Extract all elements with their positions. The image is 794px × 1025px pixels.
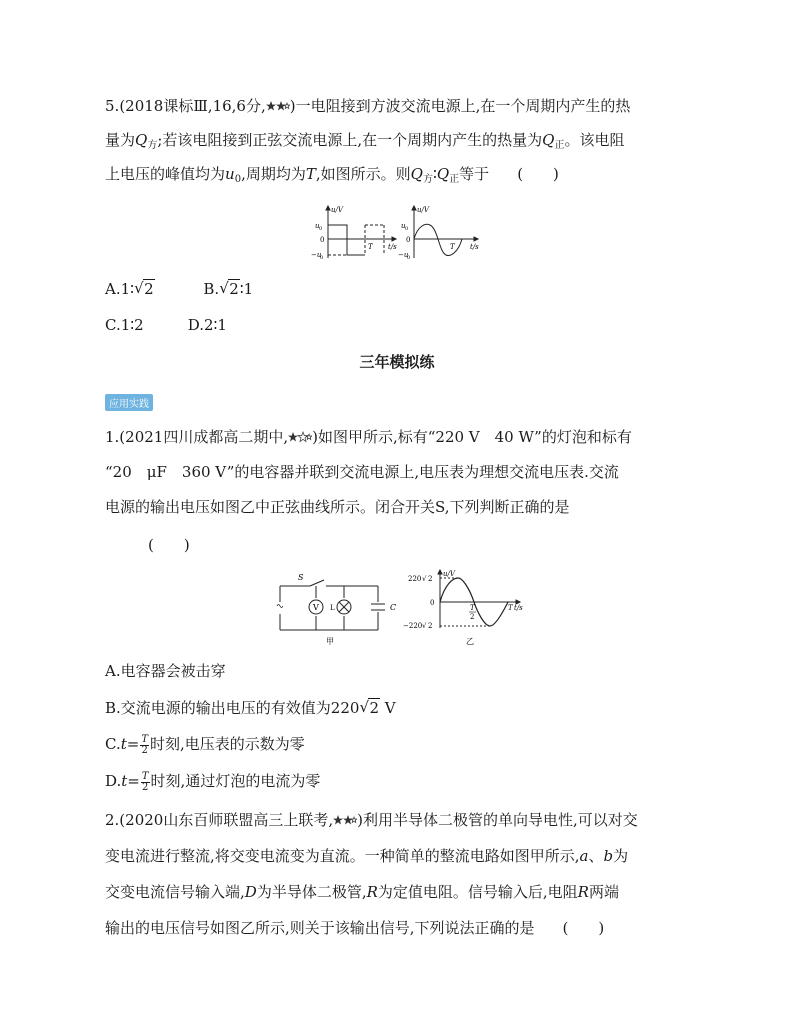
question-text: ;若该电阻接到正弦交流电源上,在一个周期内产生的热量为 xyxy=(157,131,543,149)
option-d: D.2∶1 xyxy=(187,316,227,334)
q5-zero-2: 0 xyxy=(406,236,411,244)
question-text: 为 xyxy=(613,847,629,865)
separator: 、 xyxy=(588,847,604,865)
difficulty-stars-icon xyxy=(288,431,312,443)
q1-line-3 xyxy=(105,496,570,518)
option-c: C.1∶2 xyxy=(105,316,144,334)
fraction-numerator: T xyxy=(141,733,148,745)
question-text: 电源的输出电压如图乙中正弦曲线所示。闭合开关S,下列判断正确的是 xyxy=(105,498,570,516)
q5-u0-label: u xyxy=(315,222,320,230)
radicand: 2 xyxy=(229,280,239,298)
symbol-q: Q xyxy=(135,131,148,149)
q1-line-2 xyxy=(105,461,619,483)
voltage-graph xyxy=(438,570,520,628)
q5-axis-t-2: t/s xyxy=(470,243,479,251)
q1-half-t-num: T xyxy=(470,604,475,612)
q5-zero: 0 xyxy=(320,236,325,244)
option-b: B. xyxy=(203,280,220,298)
symbol-q: Q xyxy=(436,165,450,183)
symbol-t: t xyxy=(121,772,128,790)
fraction-denominator: 2 xyxy=(142,781,149,793)
source-text: (2018课标Ⅲ,16,6分, xyxy=(119,97,266,115)
q5-neg-u0-sub-2: 0 xyxy=(407,255,411,261)
caption-jia: 甲 xyxy=(326,637,334,646)
q5-axis-u-2: u/V xyxy=(417,206,429,214)
q1-option-d xyxy=(105,770,320,793)
q5-u0-sub: 0 xyxy=(319,226,323,232)
subscript: 正 xyxy=(449,174,460,185)
fraction-t-over-2 xyxy=(141,772,150,793)
sqrt-symbol xyxy=(359,697,380,719)
question-text: 输出的电压信号如图乙所示,则关于该输出信号,下列说法正确的是 xyxy=(105,919,535,937)
question-text: 为半导体二极管, xyxy=(256,883,367,901)
fraction-denominator: 2 xyxy=(141,744,148,756)
q5-t-label: T xyxy=(368,243,373,251)
symbol-q: Q xyxy=(410,165,423,183)
q1-t-label: T xyxy=(508,604,513,612)
option-b-tail: ∶1 xyxy=(239,280,254,298)
subscript: 方 xyxy=(422,174,433,185)
q5-u0-sub-2: 0 xyxy=(405,226,409,232)
q2-line-4 xyxy=(105,917,604,939)
q5-line-1 xyxy=(105,95,630,117)
question-number: 5. xyxy=(105,97,120,115)
answer-blank: ( ) xyxy=(148,536,190,554)
radicand: 2 xyxy=(369,699,379,717)
switch-label: S xyxy=(298,573,304,582)
difficulty-stars-icon xyxy=(333,814,357,826)
caption-yi: 乙 xyxy=(466,637,474,646)
q1-peak-root-sign: √ xyxy=(422,575,427,583)
option-d-text: 时刻,通过灯泡的电流为零 xyxy=(150,772,321,790)
equals-sign: = xyxy=(126,735,140,753)
q5-neg-u0-label: −u xyxy=(311,251,322,259)
q2-line-2 xyxy=(105,845,628,867)
question-text: 变电流进行整流,将交变电流变为直流。一种简单的整流电路如图甲所示, xyxy=(105,847,580,865)
q1-option-b xyxy=(105,697,396,719)
symbol-b: b xyxy=(603,847,614,865)
q1-paren xyxy=(148,534,190,556)
question-text: ,如图所示。则 xyxy=(315,165,411,183)
q5-line-2 xyxy=(105,129,624,157)
q1-peak-root: 2 xyxy=(428,575,433,583)
q5-figure xyxy=(310,203,490,263)
subscript: 0 xyxy=(234,174,242,185)
question-text: 等于 xyxy=(459,165,490,183)
option-d-label: D. xyxy=(105,772,122,790)
unit: V xyxy=(379,699,396,717)
option-a: A.电容器会被击穿 xyxy=(105,662,226,680)
symbol-r: R xyxy=(366,883,378,901)
option-c-label: C. xyxy=(105,735,121,753)
question-text: 量为 xyxy=(105,131,136,149)
question-text: 2.(2020山东百师联盟高三上联考, xyxy=(105,811,334,829)
q5-options-cd xyxy=(105,314,227,336)
symbol-d: D xyxy=(244,883,257,901)
capacitor-label: C xyxy=(390,603,397,612)
lamp-label: L xyxy=(330,604,335,612)
sqrt-symbol xyxy=(219,278,240,300)
question-text: 为定值电阻。信号输入后,电阻 xyxy=(377,883,578,901)
q5-t-label-2: T xyxy=(450,243,455,251)
fraction-t-over-2 xyxy=(140,735,149,756)
q5-axis-t: t/s xyxy=(388,243,397,251)
question-text: 上电压的峰值均为 xyxy=(105,165,226,183)
q5-options-ab xyxy=(105,278,253,300)
answer-blank: ( ) xyxy=(562,919,605,937)
subscript: 正 xyxy=(554,140,565,151)
ratio-sign: ∶ xyxy=(432,165,437,183)
q1-option-a xyxy=(105,660,226,682)
difficulty-stars-icon xyxy=(266,100,290,112)
category-tag: 应用实践 xyxy=(105,394,153,411)
equals-sign: = xyxy=(127,772,140,790)
question-text: 。该电阻 xyxy=(564,131,625,149)
question-text: 交变电流信号输入端, xyxy=(105,883,245,901)
question-text: 两端 xyxy=(588,883,619,901)
symbol-u: u xyxy=(225,165,235,183)
q1-neg-root-sign: √ xyxy=(422,622,427,630)
question-text: ,周期均为 xyxy=(241,165,306,183)
q2-line-1 xyxy=(105,809,638,831)
option-b: B.交流电源的输出电压的有效值为220 xyxy=(105,699,360,717)
answer-blank: ( ) xyxy=(517,165,559,183)
question-text: 1.(2021四川成都高二期中, xyxy=(105,428,289,446)
q2-line-3 xyxy=(105,881,619,903)
q1-zero: 0 xyxy=(430,599,435,607)
q5-neg-u0-label-2: −u xyxy=(398,251,409,259)
symbol-a: a xyxy=(579,847,589,865)
question-text: )如图甲所示,标有“220 V 40 W”的灯泡和标有 xyxy=(312,428,632,446)
q5-line-3 xyxy=(105,163,559,191)
question-text: “20 μF 360 V”的电容器并联到交流电源上,电压表为理想交流电压表.交流 xyxy=(105,463,619,481)
radicand: 2 xyxy=(144,280,154,298)
q1-axis-t: t/s xyxy=(514,604,523,612)
ac-source-icon xyxy=(277,605,283,608)
fraction-numerator: T xyxy=(141,770,149,782)
q5-neg-u0-sub: 0 xyxy=(320,255,324,261)
symbol-r: R xyxy=(577,883,589,901)
symbol-t: T xyxy=(305,165,316,183)
q1-half-t-den: 2 xyxy=(470,613,475,621)
q1-figure xyxy=(270,568,530,648)
question-text: )利用半导体二极管的单向导电性,可以对交 xyxy=(357,811,638,829)
q1-peak: 220 xyxy=(408,575,422,583)
q5-axis-u: u/V xyxy=(331,206,343,214)
subscript: 方 xyxy=(147,140,158,151)
symbol-q: Q xyxy=(542,131,555,149)
section-title: 三年模拟练 xyxy=(359,353,435,371)
q1-neg-peak: −220 xyxy=(403,622,423,630)
symbol-t: t xyxy=(120,735,127,753)
voltmeter-label: V xyxy=(313,603,319,612)
q1-axis-u: u/V xyxy=(443,570,455,578)
q1-neg-root: 2 xyxy=(428,622,433,630)
q1-line-1 xyxy=(105,426,632,448)
option-a: A.1∶ xyxy=(105,280,135,298)
q1-option-c xyxy=(105,733,305,756)
sqrt-symbol xyxy=(134,278,155,300)
option-c-text: 时刻,电压表的示数为零 xyxy=(150,735,305,753)
question-text: )一电阻接到方波交流电源上,在一个周期内产生的热 xyxy=(289,97,631,115)
q5-u0-label-2: u xyxy=(401,222,406,230)
